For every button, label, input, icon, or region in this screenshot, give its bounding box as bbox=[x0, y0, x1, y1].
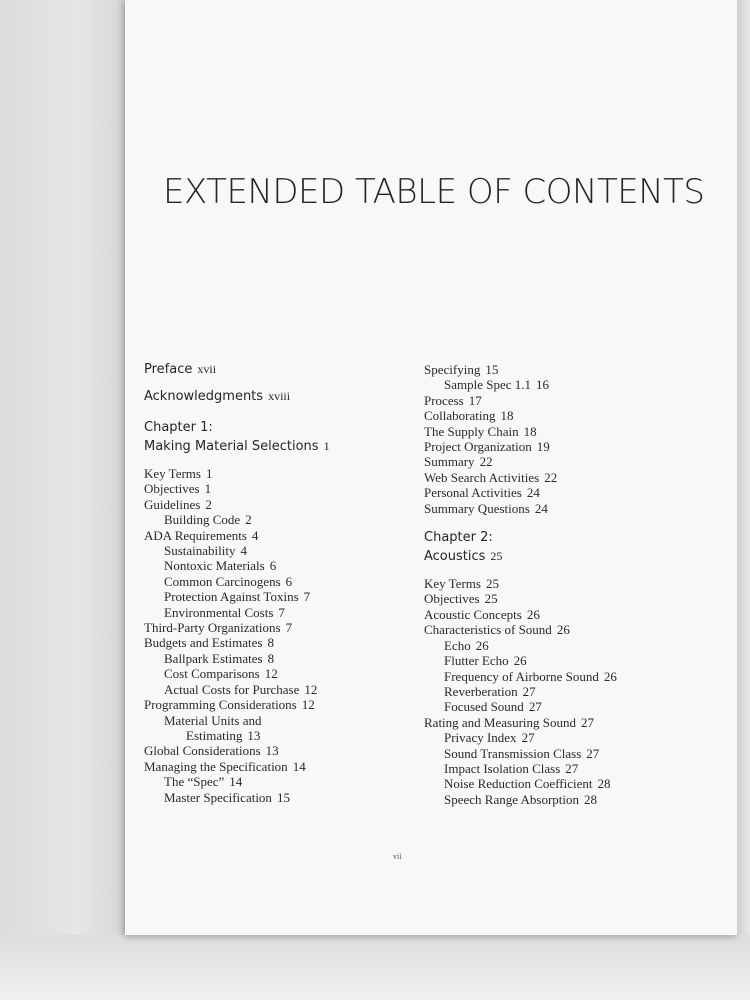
toc-entry bbox=[424, 607, 724, 622]
toc-subentry bbox=[144, 651, 414, 666]
entry-title: Objectives bbox=[144, 481, 200, 497]
entry-title: Specifying bbox=[424, 362, 481, 377]
toc-entry bbox=[424, 454, 724, 469]
entry-title: Key Terms bbox=[424, 576, 481, 592]
toc-entry bbox=[424, 362, 724, 377]
entry-page: 1 bbox=[204, 481, 212, 497]
entry-title: Guidelines bbox=[144, 496, 201, 512]
toc-entry bbox=[424, 576, 724, 591]
toc-subentry bbox=[424, 377, 724, 392]
entry-page: 14 bbox=[229, 774, 243, 790]
toc-front-entry bbox=[144, 360, 414, 379]
toc-subentry bbox=[424, 699, 724, 714]
entry-page: 26 bbox=[556, 622, 570, 638]
toc-subentry bbox=[144, 682, 414, 697]
entry-title: Protection Against Toxins bbox=[164, 589, 299, 605]
entry-title: Privacy Index bbox=[444, 730, 517, 746]
entry-page: 17 bbox=[468, 392, 482, 408]
toc-front-entry bbox=[144, 387, 414, 406]
entry-title: The Supply Chain bbox=[424, 423, 519, 439]
entry-title: Cost Comparisons bbox=[164, 666, 260, 682]
chapter-2-title bbox=[424, 547, 724, 566]
entry-title: Ballpark Estimates bbox=[164, 650, 263, 666]
entry-page: 4 bbox=[251, 527, 259, 543]
entry-title: Sound Transmission Class bbox=[444, 745, 582, 761]
toc-entry bbox=[424, 470, 724, 485]
entry-title: Environmental Costs bbox=[164, 604, 274, 620]
toc-entry bbox=[424, 591, 724, 606]
entry-page: xviii bbox=[268, 389, 291, 403]
entry-page: 4 bbox=[240, 543, 247, 559]
entry-page: 6 bbox=[269, 558, 277, 574]
entry-page: 24 bbox=[526, 485, 540, 501]
toc-subentry bbox=[424, 684, 724, 699]
entry-title: Process bbox=[424, 392, 464, 408]
entry-page: 14 bbox=[292, 758, 306, 774]
entry-page: 27 bbox=[521, 730, 535, 746]
entry-title: Building Code bbox=[164, 512, 241, 528]
page-folio: vii bbox=[393, 852, 402, 861]
toc-entry bbox=[424, 622, 724, 637]
chapter-1-title bbox=[144, 437, 414, 456]
entry-page: 28 bbox=[597, 776, 611, 792]
entry-title: Summary bbox=[424, 454, 475, 470]
toc-subentry bbox=[424, 761, 724, 776]
entry-title: Frequency of Airborne Sound bbox=[444, 668, 599, 684]
toc-entry bbox=[144, 620, 414, 635]
entry-page: 16 bbox=[536, 377, 550, 393]
toc-subentry bbox=[424, 653, 724, 668]
entry-page: 26 bbox=[603, 668, 617, 684]
entry-page: 19 bbox=[536, 439, 550, 455]
entry-page: 12 bbox=[264, 666, 278, 682]
entry-title: Common Carcinogens bbox=[164, 573, 281, 589]
entry-title: The “Spec” bbox=[164, 774, 225, 790]
entry-title: Flutter Echo bbox=[444, 653, 509, 669]
entry-title: Key Terms bbox=[144, 466, 201, 481]
entry-page: xvii bbox=[197, 362, 217, 376]
entry-page: 12 bbox=[304, 681, 318, 697]
toc-subentry bbox=[424, 669, 724, 684]
entry-page: 27 bbox=[522, 683, 536, 699]
entry-page: 26 bbox=[475, 637, 489, 653]
entry-page: 27 bbox=[581, 714, 595, 730]
entry-page: 6 bbox=[285, 573, 293, 589]
entry-title: Noise Reduction Coefficient bbox=[444, 776, 593, 792]
toc-subentry bbox=[144, 666, 414, 681]
toc-entry bbox=[424, 408, 724, 423]
entry-page: 22 bbox=[544, 469, 558, 485]
chapter-1-label: Chapter 1: bbox=[144, 420, 213, 435]
toc-subentry bbox=[424, 776, 724, 791]
toc-entry bbox=[424, 485, 724, 500]
entry-page: 25 bbox=[484, 591, 498, 607]
entry-title: Sample Spec 1.1 bbox=[444, 377, 532, 393]
entry-page: 26 bbox=[513, 653, 527, 669]
toc-subentry bbox=[424, 746, 724, 761]
toc-subentry bbox=[144, 605, 414, 620]
entry-page: 24 bbox=[534, 500, 548, 516]
entry-page: 22 bbox=[479, 454, 493, 470]
toc-entry bbox=[424, 393, 724, 408]
toc-subentry bbox=[144, 512, 414, 527]
entry-title: Web Search Activities bbox=[424, 469, 540, 485]
entry-page: 15 bbox=[485, 362, 499, 377]
background-table bbox=[0, 935, 750, 1000]
entry-title: Sustainability bbox=[164, 543, 236, 559]
toc-entry bbox=[144, 497, 414, 512]
entry-page: 25 bbox=[490, 549, 503, 564]
toc-subentry bbox=[144, 543, 414, 558]
entry-page: 13 bbox=[265, 743, 279, 759]
entry-title: Actual Costs for Purchase bbox=[164, 681, 300, 697]
entry-page: 18 bbox=[500, 408, 514, 424]
toc-subentry bbox=[144, 774, 414, 789]
toc-entry bbox=[144, 697, 414, 712]
page-edge bbox=[737, 0, 750, 935]
toc-entry bbox=[144, 466, 414, 481]
entry-page: 8 bbox=[267, 650, 275, 666]
entry-title: Third-Party Organizations bbox=[144, 620, 281, 636]
entry-title: Material Units and bbox=[164, 712, 262, 728]
entry-page: 28 bbox=[584, 791, 598, 807]
toc-right-column bbox=[424, 362, 724, 807]
toc-entry bbox=[424, 501, 724, 516]
chapter-title-text: Making Material Selections bbox=[144, 439, 319, 454]
entry-page: 26 bbox=[526, 606, 540, 622]
entry-page: 7 bbox=[303, 589, 311, 605]
entry-title: Objectives bbox=[424, 591, 480, 607]
entry-page: 2 bbox=[205, 496, 212, 512]
entry-title: Characteristics of Sound bbox=[424, 622, 552, 638]
entry-title: Acoustic Concepts bbox=[424, 606, 522, 622]
entry-page: 1 bbox=[205, 466, 213, 481]
entry-page: 25 bbox=[485, 576, 499, 592]
entry-title: ADA Requirements bbox=[144, 527, 247, 543]
toc-subentry-continued bbox=[144, 728, 414, 743]
toc-subentry bbox=[144, 589, 414, 604]
entry-page: 15 bbox=[276, 789, 290, 805]
entry-title: Preface bbox=[144, 362, 193, 377]
entry-title: Reverberation bbox=[444, 683, 518, 699]
toc-subentry bbox=[144, 790, 414, 805]
entry-title: Focused Sound bbox=[444, 699, 524, 715]
entry-page: 7 bbox=[278, 604, 285, 620]
entry-title: Echo bbox=[444, 637, 471, 653]
entry-title: Estimating bbox=[186, 727, 243, 743]
entry-title: Nontoxic Materials bbox=[164, 558, 265, 574]
entry-title: Personal Activities bbox=[424, 485, 522, 501]
entry-title: Programming Considerations bbox=[144, 697, 297, 713]
toc-entry bbox=[144, 481, 414, 496]
toc-subentry bbox=[144, 574, 414, 589]
entry-title: Managing the Specification bbox=[144, 758, 288, 774]
entry-page: 13 bbox=[247, 727, 261, 743]
entry-page: 12 bbox=[301, 697, 315, 713]
toc-entry bbox=[144, 635, 414, 650]
entry-page: 2 bbox=[245, 512, 252, 528]
entry-page: 18 bbox=[523, 423, 537, 439]
toc-subentry bbox=[424, 638, 724, 653]
toc-entry bbox=[424, 424, 724, 439]
toc-subentry bbox=[424, 730, 724, 745]
toc-subentry bbox=[424, 792, 724, 807]
entry-title: Summary Questions bbox=[424, 500, 530, 516]
entry-title: Global Considerations bbox=[144, 743, 261, 759]
entry-title: Acknowledgments bbox=[144, 389, 264, 404]
entry-page: 27 bbox=[586, 745, 600, 761]
toc-subentry bbox=[144, 558, 414, 573]
chapter-2-label: Chapter 2: bbox=[424, 530, 493, 546]
toc-entry bbox=[424, 715, 724, 730]
entry-title: Impact Isolation Class bbox=[444, 760, 561, 776]
toc-left-column bbox=[144, 360, 414, 805]
entry-title: Speech Range Absorption bbox=[444, 791, 580, 807]
entry-title: Budgets and Estimates bbox=[144, 635, 263, 651]
entry-page: 7 bbox=[285, 620, 293, 636]
toc-entry bbox=[144, 759, 414, 774]
toc-entry bbox=[144, 743, 414, 758]
entry-page: 1 bbox=[323, 439, 330, 453]
background-surface bbox=[0, 0, 130, 1000]
entry-page: 27 bbox=[565, 760, 579, 776]
toc-entry bbox=[144, 528, 414, 543]
entry-title: Project Organization bbox=[424, 439, 532, 455]
toc-subentry bbox=[144, 713, 414, 728]
page-title: EXTENDED TABLE OF CONTENTS bbox=[163, 172, 705, 212]
chapter-title-text: Acoustics bbox=[424, 549, 486, 565]
toc-entry bbox=[424, 439, 724, 454]
entry-title: Collaborating bbox=[424, 408, 496, 424]
entry-page: 8 bbox=[267, 635, 274, 651]
entry-page: 27 bbox=[528, 699, 542, 715]
entry-title: Rating and Measuring Sound bbox=[424, 714, 577, 730]
entry-title: Master Specification bbox=[164, 789, 272, 805]
